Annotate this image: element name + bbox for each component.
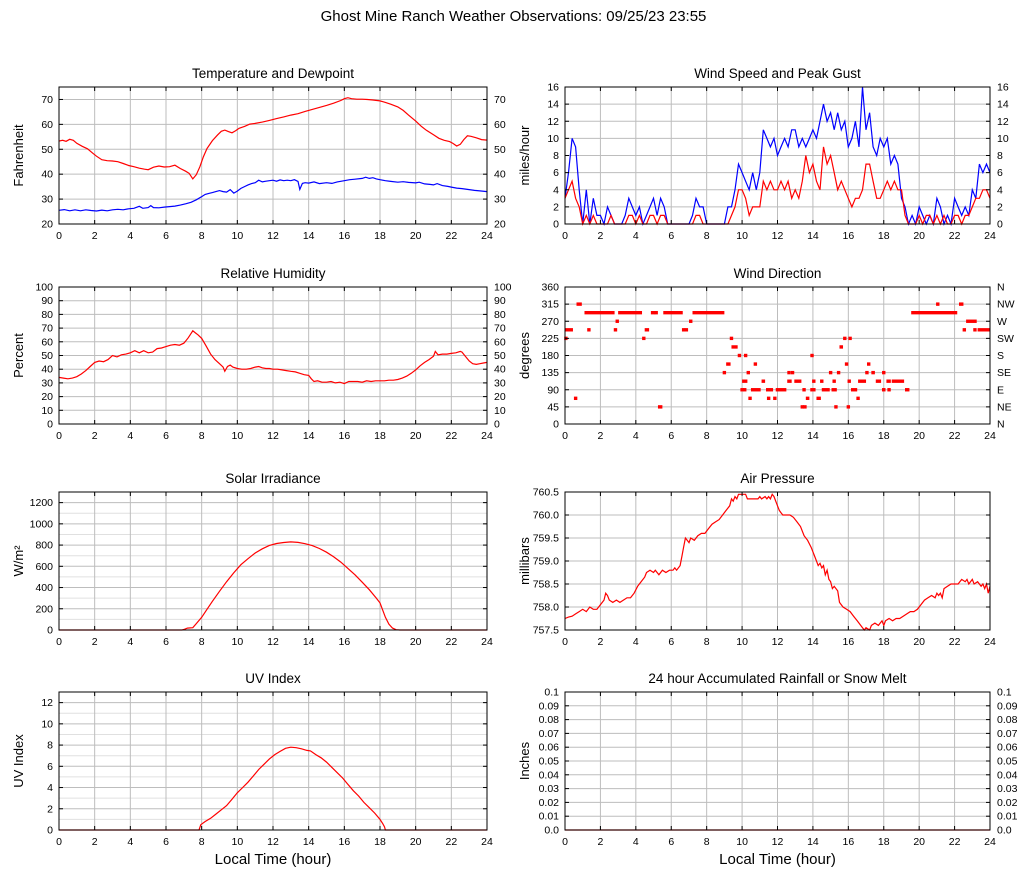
chart-wind-speed-gust (517, 66, 1009, 242)
y-tick-label-right: 40 (494, 168, 506, 181)
x-tick-label: 18 (374, 636, 386, 648)
x-tick-label: 18 (877, 430, 890, 442)
y-tick-label-right: 80 (494, 308, 506, 321)
x-tick-label: 22 (948, 230, 961, 242)
y-tick-label-right: 10 (494, 404, 506, 417)
y-tick-label-right: 20 (494, 391, 506, 404)
x-tick-label: 20 (913, 230, 926, 242)
x-tick-label: 0 (56, 836, 62, 848)
x-tick-label: 10 (736, 836, 748, 848)
page-title: Ghost Mine Ranch Weather Observations: 09/25/23 23:55 (320, 8, 707, 25)
x-tick-label: 10 (231, 230, 244, 242)
chart-title: Wind Speed and Peak Gust (694, 66, 861, 81)
x-tick-label: 22 (445, 230, 458, 242)
x-tick-label: 12 (267, 430, 279, 442)
x-tick-label: 16 (842, 230, 855, 242)
y-tick-label: 0.08 (538, 714, 559, 727)
x-tick-label: 22 (445, 836, 458, 848)
y-tick-label: 40 (41, 168, 53, 181)
y-tick-label: 0.01 (538, 810, 559, 823)
axis-labels (11, 66, 506, 242)
y-tick-label: 0.0 (544, 824, 559, 837)
y-tick-label-right: 60 (494, 336, 506, 349)
y-tick-label: 6 (553, 167, 559, 180)
y-tick-label-right: 100 (494, 281, 512, 294)
y-tick-label-right: 4 (997, 184, 1003, 197)
x-tick-label: 0 (562, 836, 568, 848)
x-axis-title: Local Time (hour) (719, 851, 836, 868)
y-tick-label: 70 (41, 93, 53, 106)
y-tick-label: 600 (35, 560, 53, 573)
y-tick-label: 0.06 (538, 741, 559, 754)
y-tick-label: 90 (547, 384, 559, 397)
x-tick-label: 20 (913, 636, 926, 648)
y-axis-title: UV Index (11, 734, 26, 788)
y-tick-label: 20 (41, 391, 53, 404)
x-tick-label: 10 (231, 430, 244, 442)
x-tick-label: 12 (771, 430, 784, 442)
y-tick-label-right: 0 (997, 218, 1003, 231)
y-tick-label: 14 (547, 98, 559, 111)
x-tick-label: 18 (877, 836, 890, 848)
chart-rainfall (517, 671, 1018, 868)
y-tick-label: 8 (553, 150, 559, 162)
x-tick-label: 14 (807, 636, 819, 648)
x-tick-label: 24 (481, 230, 493, 242)
x-tick-label: 8 (198, 430, 205, 442)
y-tick-label: 10 (547, 132, 559, 145)
chart-title: Temperature and Dewpoint (191, 66, 355, 81)
x-tick-label: 24 (481, 430, 493, 442)
x-tick-label: 20 (409, 636, 422, 648)
x-tick-label: 14 (302, 430, 315, 442)
x-tick-label: 18 (374, 230, 386, 242)
x-tick-label: 14 (807, 430, 819, 442)
y-axis-title: Percent (11, 333, 26, 378)
x-tick-label: 6 (163, 430, 169, 442)
y-tick-label: 1200 (29, 497, 53, 510)
axis-labels (517, 266, 1015, 442)
y-tick-label-right: 0.03 (997, 783, 1018, 796)
y-tick-label: 200 (35, 603, 53, 616)
x-tick-label: 24 (984, 430, 996, 442)
x-tick-label: 0 (562, 430, 568, 442)
axis-labels (517, 671, 1018, 868)
x-tick-label: 16 (338, 230, 351, 242)
y-tick-label-right: NW (997, 298, 1015, 311)
y-tick-label-right: 50 (494, 350, 506, 362)
y-tick-label: 0.1 (544, 686, 559, 699)
y-tick-label: 759.0 (532, 555, 559, 568)
grid (565, 692, 990, 830)
x-tick-label: 0 (56, 430, 62, 442)
x-tick-label: 4 (632, 430, 639, 442)
y-tick-label-right: 6 (997, 167, 1003, 180)
x-tick-label: 2 (91, 636, 98, 648)
x-tick-label: 22 (445, 430, 458, 442)
x-tick-label: 0 (562, 636, 568, 648)
x-tick-label: 0 (56, 230, 62, 242)
chart-title: Wind Direction (733, 266, 822, 281)
y-tick-label-right: 0.05 (997, 755, 1018, 768)
y-tick-label: 100 (35, 281, 53, 294)
y-tick-label-right: 0.06 (997, 741, 1018, 754)
y-tick-label-right: 12 (997, 115, 1009, 128)
x-tick-label: 12 (771, 636, 784, 648)
x-tick-label: 6 (668, 430, 675, 442)
x-tick-label: 10 (736, 430, 748, 442)
y-tick-label-right: 20 (494, 218, 506, 231)
y-tick-label: 10 (41, 718, 53, 731)
x-tick-label: 18 (374, 430, 386, 442)
x-tick-label: 6 (163, 230, 169, 242)
y-tick-label-right: 0.0 (997, 824, 1012, 837)
y-tick-label: 757.5 (532, 624, 559, 637)
y-tick-label: 0.02 (538, 796, 559, 809)
x-tick-label: 24 (481, 836, 493, 848)
x-tick-label: 22 (445, 636, 458, 648)
x-tick-label: 14 (807, 230, 819, 242)
grid (565, 287, 990, 424)
y-tick-label-right: 0.09 (997, 700, 1018, 713)
chart-temperature-dewpoint (11, 66, 506, 242)
chart-title: Relative Humidity (220, 266, 326, 281)
x-tick-label: 2 (597, 636, 604, 648)
y-tick-label: 2 (553, 201, 559, 214)
x-tick-label: 20 (409, 430, 422, 442)
x-tick-label: 10 (736, 230, 748, 242)
y-tick-label: 0.05 (538, 755, 559, 768)
x-tick-label: 8 (703, 636, 710, 648)
x-tick-label: 0 (56, 636, 62, 648)
y-tick-label-right: 0 (494, 418, 500, 431)
x-tick-label: 18 (877, 636, 890, 648)
y-axis-title: Inches (517, 741, 532, 781)
x-tick-label: 24 (984, 836, 996, 848)
y-tick-label: 20 (41, 218, 53, 231)
x-tick-label: 4 (127, 430, 134, 442)
y-axis-title: miles/hour (517, 125, 532, 186)
x-tick-label: 16 (842, 636, 855, 648)
y-tick-label: 400 (35, 582, 53, 595)
y-tick-label: 16 (547, 81, 559, 94)
y-tick-label: 8 (47, 739, 53, 752)
x-tick-label: 2 (91, 230, 98, 242)
y-tick-label-right: 2 (997, 201, 1003, 214)
y-tick-label: 50 (41, 143, 53, 156)
x-tick-label: 24 (984, 636, 996, 648)
x-tick-label: 14 (807, 836, 819, 848)
y-tick-label: 758.5 (532, 578, 559, 591)
y-tick-label: 0.03 (538, 783, 559, 796)
y-tick-label: 60 (41, 118, 53, 131)
grid (59, 492, 487, 630)
y-tick-label: 360 (541, 281, 559, 294)
y-tick-label: 0.04 (538, 769, 559, 782)
grid (59, 87, 487, 224)
x-tick-label: 2 (91, 430, 98, 442)
x-tick-label: 20 (409, 230, 422, 242)
y-tick-label: 4 (553, 184, 559, 197)
x-tick-label: 24 (481, 636, 493, 648)
y-tick-label-right: 0.08 (997, 714, 1018, 727)
y-axis-title: millibars (517, 537, 532, 585)
y-tick-label: 0.09 (538, 700, 559, 713)
x-tick-label: 22 (948, 836, 961, 848)
y-tick-label: 45 (547, 401, 559, 414)
chart-uv-index (11, 671, 493, 868)
y-tick-label-right: SE (997, 367, 1012, 380)
x-tick-label: 14 (302, 230, 315, 242)
y-tick-label-right: 30 (494, 377, 506, 390)
x-tick-label: 16 (338, 636, 351, 648)
y-tick-label-right: 10 (997, 132, 1009, 145)
x-tick-label: 12 (771, 230, 784, 242)
x-tick-label: 6 (163, 636, 169, 648)
x-tick-label: 10 (231, 636, 244, 648)
x-tick-label: 6 (668, 836, 675, 848)
chart-relative-humidity (11, 266, 512, 442)
x-tick-label: 6 (668, 230, 675, 242)
y-tick-label-right: 30 (494, 193, 506, 206)
x-tick-label: 18 (877, 230, 890, 242)
x-tick-label: 4 (632, 230, 639, 242)
x-tick-label: 8 (198, 636, 205, 648)
x-tick-label: 10 (231, 836, 244, 848)
x-tick-label: 2 (597, 430, 604, 442)
y-tick-label: 759.5 (532, 532, 559, 545)
x-tick-label: 8 (198, 230, 205, 242)
y-tick-label: 135 (541, 367, 559, 380)
x-tick-label: 16 (338, 836, 351, 848)
y-tick-label: 80 (41, 308, 53, 321)
x-tick-label: 4 (127, 836, 134, 848)
x-tick-label: 8 (198, 836, 205, 848)
y-tick-label: 2 (47, 803, 53, 816)
x-tick-label: 2 (597, 836, 604, 848)
y-tick-label: 0 (47, 418, 53, 431)
x-tick-label: 12 (771, 836, 784, 848)
y-tick-label-right: 70 (494, 93, 506, 106)
x-tick-label: 4 (632, 636, 639, 648)
x-tick-label: 12 (267, 636, 279, 648)
y-tick-label: 760.5 (532, 486, 559, 499)
y-tick-label: 30 (41, 377, 53, 390)
x-tick-label: 10 (736, 636, 748, 648)
x-tick-label: 20 (409, 836, 422, 848)
x-tick-label: 14 (302, 836, 315, 848)
y-tick-label: 0.07 (538, 727, 559, 740)
x-tick-label: 18 (374, 836, 386, 848)
chart-solar-irradiance (11, 471, 493, 648)
x-axis-title: Local Time (hour) (214, 851, 332, 868)
chart-title: Air Pressure (740, 471, 815, 486)
y-tick-label-right: 0.1 (997, 686, 1012, 699)
x-tick-label: 2 (91, 836, 98, 848)
x-tick-label: 8 (703, 230, 710, 242)
grid (565, 492, 990, 630)
x-tick-label: 4 (127, 636, 134, 648)
x-tick-label: 22 (948, 430, 961, 442)
y-tick-label: 30 (41, 193, 53, 206)
y-tick-label-right: 8 (997, 150, 1003, 162)
y-tick-label-right: E (997, 384, 1005, 397)
y-tick-label: 225 (541, 332, 559, 345)
y-tick-label: 800 (35, 539, 53, 552)
y-tick-label-right: 90 (494, 295, 506, 308)
y-tick-label: 270 (541, 315, 559, 328)
y-tick-label: 760.0 (532, 509, 559, 522)
y-tick-label: 1000 (29, 518, 53, 531)
y-tick-label: 10 (41, 404, 53, 417)
axis-labels (11, 266, 512, 442)
y-tick-label: 315 (541, 298, 559, 311)
x-tick-label: 12 (267, 836, 279, 848)
y-tick-label-right: W (997, 315, 1007, 328)
y-tick-label-right: SW (997, 332, 1014, 345)
chart-title: Solar Irradiance (225, 471, 321, 486)
x-tick-label: 16 (842, 836, 855, 848)
y-tick-label: 12 (41, 697, 53, 710)
y-axis-title: Fahrenheit (11, 124, 26, 187)
y-axis-title: W/m² (11, 545, 26, 577)
y-tick-label: 40 (41, 363, 53, 376)
y-tick-label: 60 (41, 336, 53, 349)
axis-labels (11, 471, 493, 648)
y-tick-label-right: 40 (494, 363, 506, 376)
y-tick-label: 50 (41, 350, 53, 362)
x-tick-label: 22 (948, 636, 961, 648)
y-tick-label-right: N (997, 281, 1005, 294)
x-tick-label: 20 (913, 836, 926, 848)
axis-labels (11, 671, 493, 868)
y-tick-label-right: 0.04 (997, 769, 1018, 782)
y-axis-title: degrees (517, 332, 532, 379)
y-tick-label: 6 (47, 760, 53, 773)
x-tick-label: 12 (267, 230, 279, 242)
y-tick-label: 0 (47, 824, 53, 837)
axis-labels (517, 471, 996, 648)
chart-title: 24 hour Accumulated Rainfall or Snow Melt (648, 671, 907, 686)
x-tick-label: 14 (302, 636, 315, 648)
y-tick-label-right: S (997, 350, 1005, 362)
y-tick-label-right: 16 (997, 81, 1009, 94)
x-tick-label: 8 (703, 430, 710, 442)
x-tick-label: 6 (668, 636, 675, 648)
y-tick-label-right: 0.02 (997, 796, 1018, 809)
x-tick-label: 2 (597, 230, 604, 242)
x-tick-label: 16 (842, 430, 855, 442)
x-tick-label: 8 (703, 836, 710, 848)
y-tick-label: 758.0 (532, 601, 559, 614)
chart-air-pressure (517, 471, 996, 648)
y-tick-label: 12 (547, 115, 559, 128)
y-tick-label: 0 (553, 218, 559, 231)
y-tick-label: 90 (41, 295, 53, 308)
x-tick-label: 6 (163, 836, 169, 848)
y-tick-label: 0 (553, 418, 559, 431)
y-tick-label-right: NE (997, 401, 1012, 414)
y-tick-label-right: 50 (494, 143, 506, 156)
y-tick-label-right: N (997, 418, 1005, 431)
y-tick-label-right: 60 (494, 118, 506, 131)
x-tick-label: 20 (913, 430, 926, 442)
x-tick-label: 0 (562, 230, 568, 242)
y-tick-label-right: 0.01 (997, 810, 1018, 823)
x-tick-label: 4 (632, 836, 639, 848)
grid (59, 287, 487, 424)
y-tick-label-right: 0.07 (997, 727, 1018, 740)
chart-wind-direction (517, 266, 1015, 442)
y-tick-label: 180 (541, 350, 559, 362)
chart-title: UV Index (245, 671, 301, 686)
x-tick-label: 24 (984, 230, 996, 242)
y-tick-label: 4 (47, 782, 53, 795)
y-tick-label: 0 (47, 624, 53, 637)
x-tick-label: 16 (338, 430, 351, 442)
y-tick-label: 70 (41, 322, 53, 335)
y-tick-label-right: 70 (494, 322, 506, 335)
x-tick-label: 4 (127, 230, 134, 242)
grid (59, 692, 487, 830)
y-tick-label-right: 14 (997, 98, 1009, 111)
